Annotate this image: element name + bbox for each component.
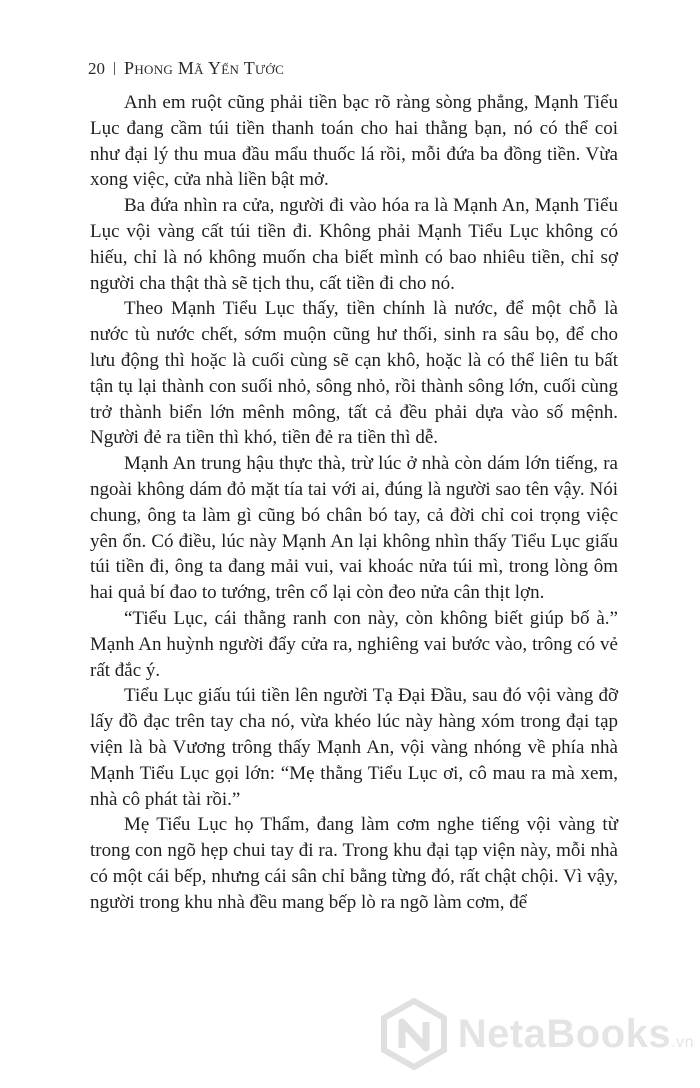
- paragraph: Anh em ruột cũng phải tiền bạc rõ ràng sòng phẳng, Mạnh Tiểu Lục đang cầm túi tiền thanh toán cho hai thằng bạn, nó có thể coi như đại lý thu mua đầu mẩu thuốc lá rồi, mỗi đứa ba đồng tiền. Vừa xong việc, cửa nhà liền bật mở.: [90, 92, 618, 191]
- netabooks-logo-icon: [378, 998, 450, 1070]
- page-number: 20: [88, 58, 105, 78]
- page-body: [90, 90, 618, 916]
- paragraph: Mẹ Tiểu Lục họ Thẩm, đang làm cơm nghe tiếng vội vàng từ trong con ngõ hẹp chui tay đi ra. Trong khu đại tạp viện này, mỗi nhà có một cái bếp, nhưng cái sân chỉ bằng từng đó, rất chật chội. Vì vậy, người trong khu nhà đều mang bếp lò ra ngõ làm cơm, để: [90, 814, 618, 913]
- paragraph: Theo Mạnh Tiểu Lục thấy, tiền chính là nước, để một chỗ là nước tù nước chết, sớm muộn cũng hư thối, sinh ra sâu bọ, để cho lưu động thì hoặc là cuối cùng sẽ cạn khô, hoặc là có thể liên tu bất tận tụ lại thành con suối nhỏ, sông nhỏ, rồi thành sông lớn, cuối cùng trở thành biển lớn mênh mông, tất cả đều phải dựa vào số mệnh. Người đẻ ra tiền thì khó, tiền đẻ ra tiền thì dễ.: [90, 298, 618, 449]
- running-header: [88, 58, 284, 79]
- book-title: Phong Mã Yến Tước: [124, 58, 285, 78]
- paragraph: Tiểu Lục giấu túi tiền lên người Tạ Đại Đầu, sau đó vội vàng đỡ lấy đồ đạc trên tay cha nó, vừa khéo lúc này hàng xóm trong đại tạp viện là bà Vương trông thấy Mạnh An, vội vàng nhóng về phía nhà Mạnh Tiểu Lục gọi lớn: “Mẹ thằng Tiểu Lục ơi, cô mau ra mà xem, nhà cô phát tài rồi.”: [90, 685, 618, 810]
- header-separator: |: [113, 60, 117, 76]
- paragraph: Mạnh An trung hậu thực thà, trừ lúc ở nhà còn dám lớn tiếng, ra ngoài không dám đỏ mặt tía tai với ai, đúng là người sao tên vậy. Nói chung, ông ta làm gì cũng bó chân bó tay, cả đời chỉ coi trọng việc yên ổn. Có điều, lúc này Mạnh An lại không nhìn thấy Tiểu Lục giấu túi tiền đi, ông ta đang mải vui, vai khoác nửa túi mì, trong lòng ôm hai quả bí đao to tướng, trên cổ lại còn đeo nửa cân thịt lợn.: [90, 453, 618, 604]
- paragraph: “Tiểu Lục, cái thằng ranh con này, còn không biết giúp bố à.” Mạnh An huỳnh người đẩy cửa ra, nghiêng vai bước vào, trông có vẻ rất đắc ý.: [90, 607, 618, 681]
- paragraph: Ba đứa nhìn ra cửa, người đi vào hóa ra là Mạnh An, Mạnh Tiểu Lục vội vàng cất túi tiền đi. Không phải Mạnh Tiểu Lục không có hiếu, chỉ là nó không muốn cha biết mình có bao nhiêu tiền, chỉ sợ người cha thật thà sẽ tịch thu, cất tiền đi cho nó.: [90, 195, 618, 294]
- watermark-text: NetaBooks.vn: [457, 1011, 694, 1056]
- watermark: [378, 998, 694, 1070]
